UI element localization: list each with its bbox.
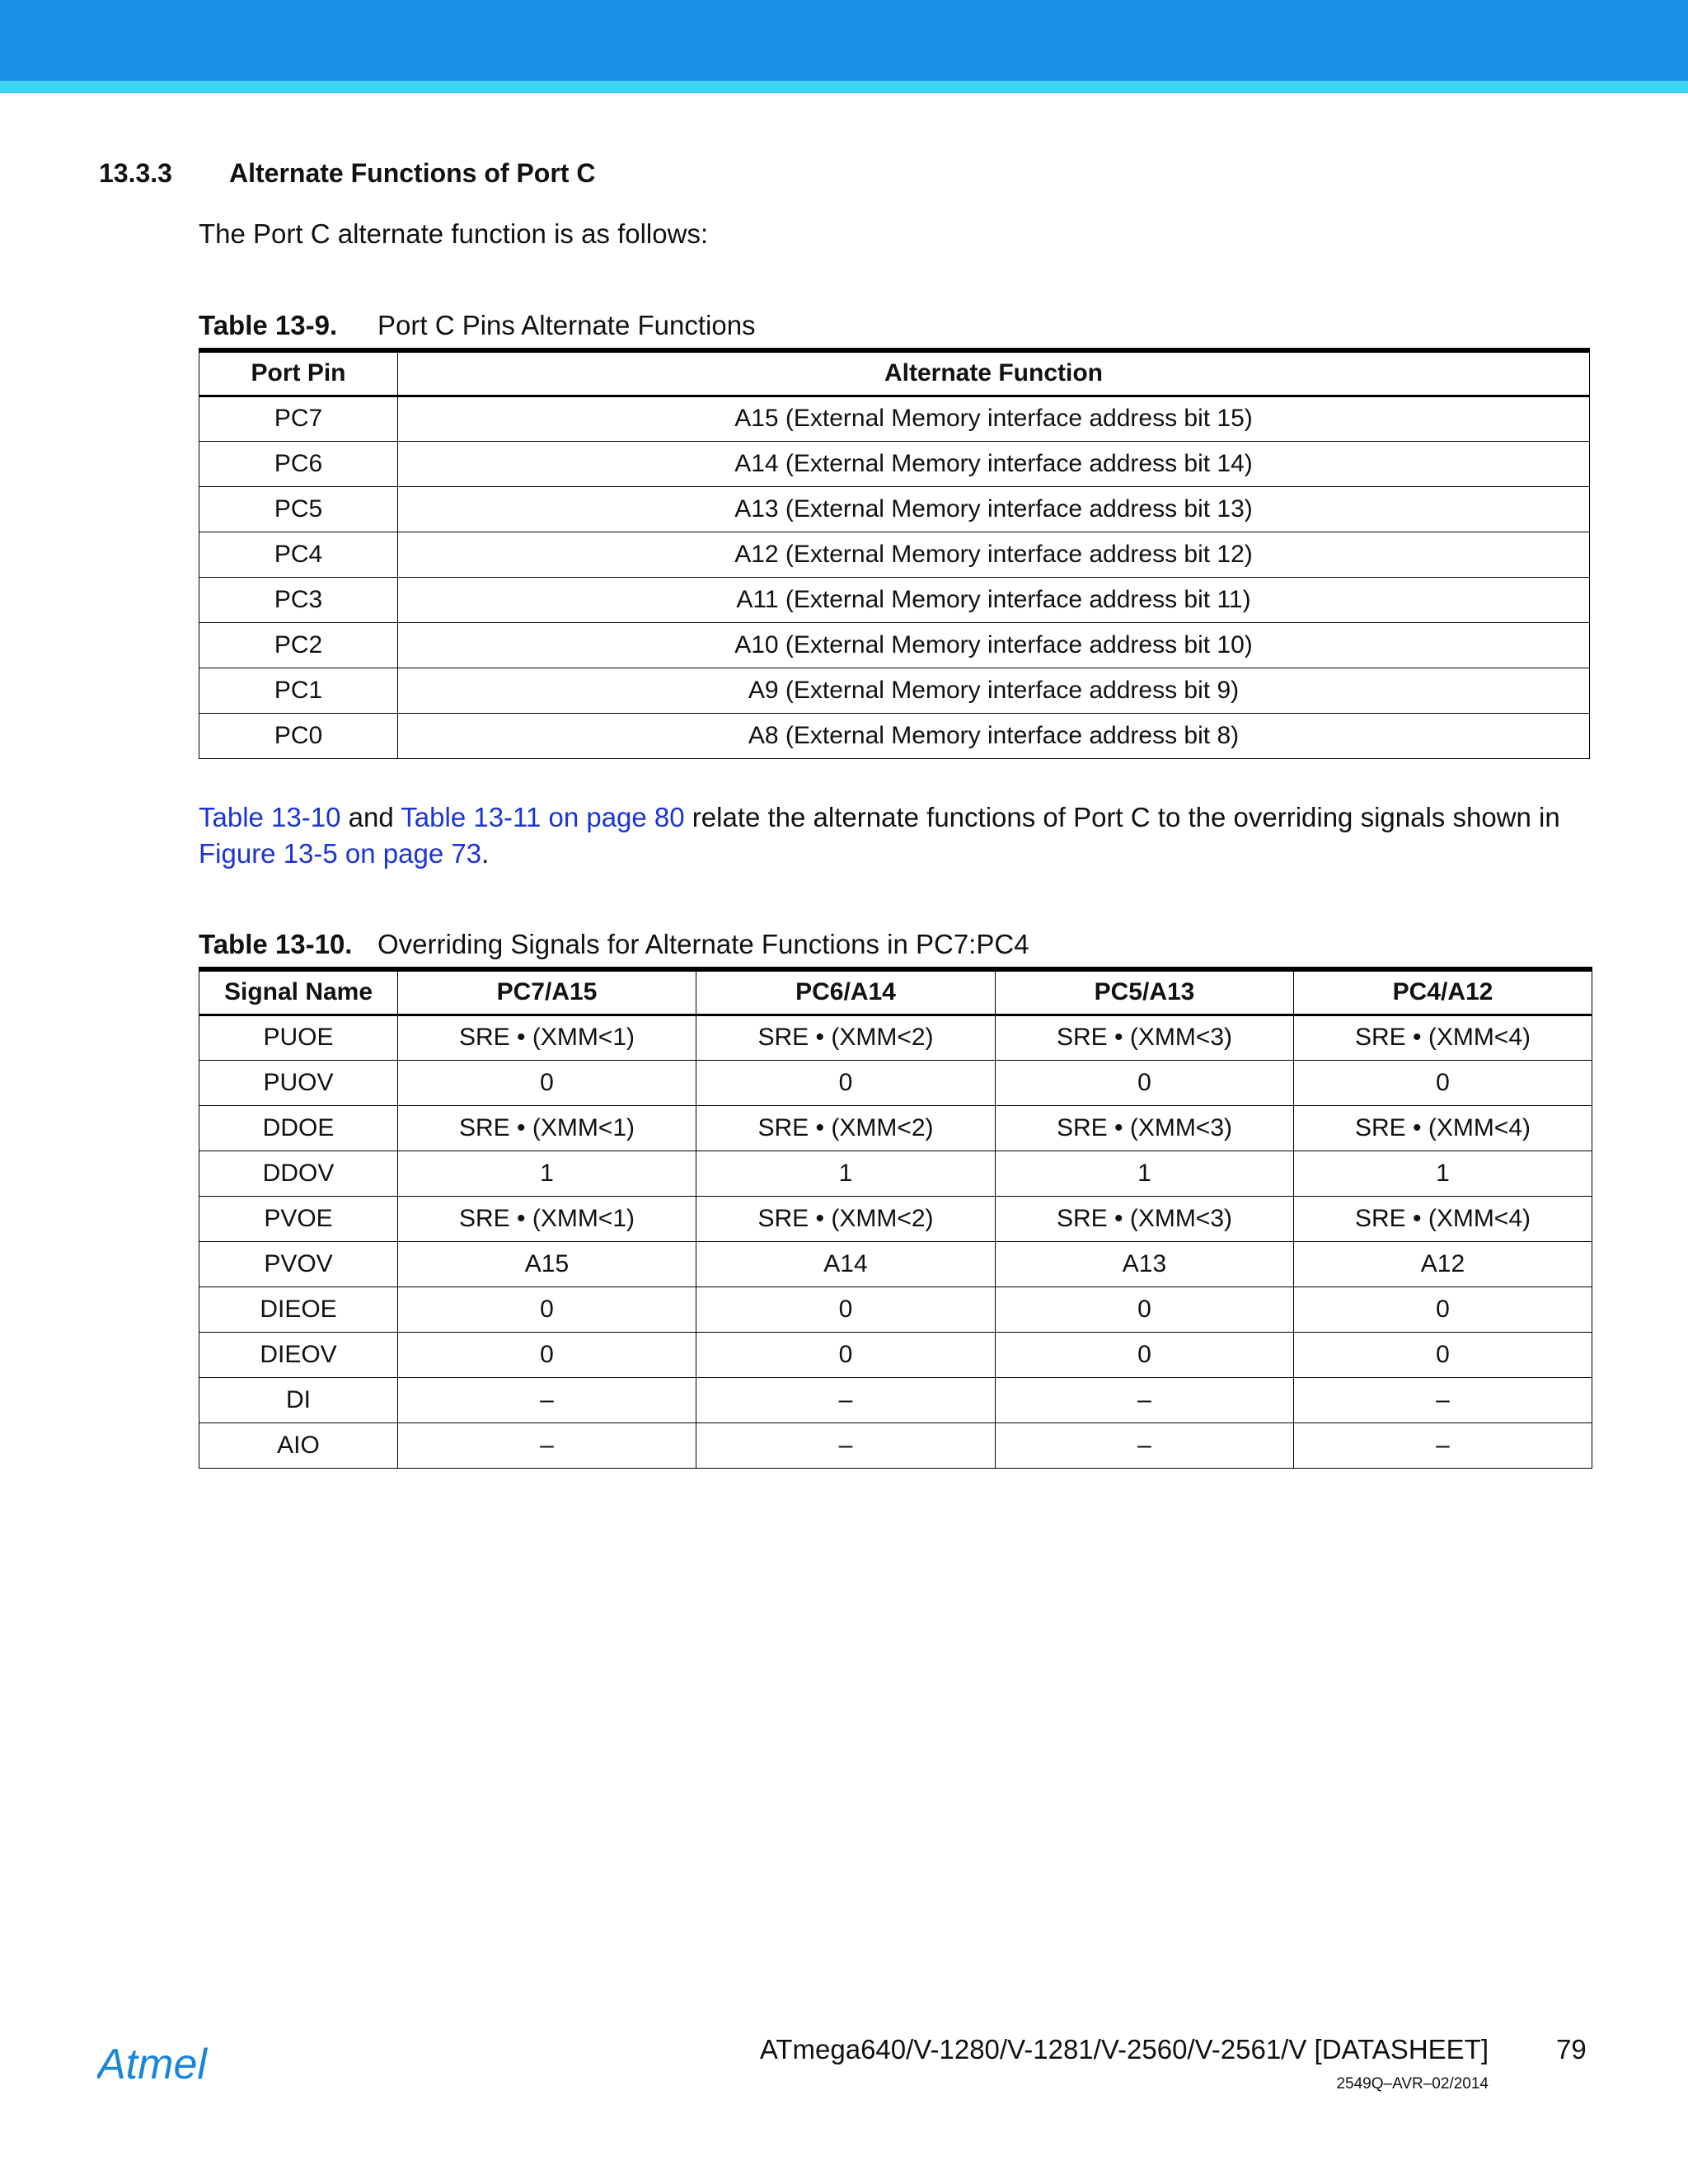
table-row — [199, 486, 1590, 532]
table-cell: PC0 — [199, 713, 398, 758]
table-row — [199, 441, 1590, 486]
table-cell: – — [398, 1377, 696, 1422]
table-cell: SRE • (XMM<3) — [996, 1196, 1294, 1241]
table-cell: DIEOV — [199, 1332, 398, 1377]
header-bar — [0, 0, 1688, 81]
table-cell: 0 — [1294, 1286, 1592, 1332]
table-cell: 0 — [696, 1332, 996, 1377]
column-header: Signal Name — [199, 969, 398, 1015]
section-heading — [99, 158, 595, 189]
table-cell: 0 — [696, 1060, 996, 1105]
table2-caption-title: Overriding Signals for Alternate Functions in PC7:PC4 — [377, 929, 1029, 959]
table2-caption-label: Table 13-10. — [199, 929, 353, 959]
table-row — [199, 1332, 1592, 1377]
intro-text: The Port C alternate function is as follows: — [199, 218, 709, 249]
table-row — [199, 577, 1590, 622]
table-row — [199, 1422, 1592, 1468]
table-cell: DIEOE — [199, 1286, 398, 1332]
table1-caption — [199, 310, 756, 341]
table-cell: SRE • (XMM<1) — [398, 1105, 696, 1151]
table-cell: – — [696, 1422, 996, 1468]
table-cell: 0 — [996, 1060, 1294, 1105]
table-cell: PVOV — [199, 1241, 398, 1286]
table-cell: – — [1294, 1422, 1592, 1468]
table1-header-row — [199, 350, 1590, 396]
xref-text: . — [481, 838, 490, 869]
table-cell: SRE • (XMM<1) — [398, 1015, 696, 1060]
table-row — [199, 1377, 1592, 1422]
table-cell: PC6 — [199, 441, 398, 486]
table-cell: A8 (External Memory interface address bit 8) — [398, 713, 1590, 758]
table-cell: A11 (External Memory interface address bit 11) — [398, 577, 1590, 622]
table-cell: 1 — [1294, 1151, 1592, 1196]
table-row — [199, 1015, 1592, 1060]
table-row — [199, 532, 1590, 577]
table-cell: A12 (External Memory interface address bit 12) — [398, 532, 1590, 577]
table-13-11-link[interactable]: Table 13-11 on page 80 — [401, 802, 685, 832]
table-cell: SRE • (XMM<2) — [696, 1015, 996, 1060]
table-cell: SRE • (XMM<2) — [696, 1196, 996, 1241]
table-cell: 0 — [398, 1286, 696, 1332]
table-cell: PC7 — [199, 396, 398, 441]
column-header: PC7/A15 — [398, 969, 696, 1015]
table1-caption-title: Port C Pins Alternate Functions — [377, 310, 756, 340]
table-cell: 1 — [696, 1151, 996, 1196]
table-row — [199, 622, 1590, 668]
table-cell: A15 (External Memory interface address bit 15) — [398, 396, 1590, 441]
atmel-logo — [97, 2041, 236, 2087]
table-row — [199, 396, 1590, 441]
port-c-pins-table — [199, 348, 1590, 759]
table-cell: A9 (External Memory interface address bit 9) — [398, 668, 1590, 713]
table-cell: SRE • (XMM<2) — [696, 1105, 996, 1151]
table-row — [199, 668, 1590, 713]
header-stripe — [0, 81, 1688, 93]
table-cell: A12 — [1294, 1241, 1592, 1286]
table-row — [199, 1241, 1592, 1286]
table1-caption-label: Table 13-9. — [199, 310, 338, 340]
table-cell: 0 — [398, 1060, 696, 1105]
table-cell: 0 — [996, 1286, 1294, 1332]
table-cell: – — [696, 1377, 996, 1422]
table-cell: SRE • (XMM<3) — [996, 1015, 1294, 1060]
section-number: 13.3.3 — [99, 158, 172, 188]
cross-reference-paragraph — [199, 799, 1592, 872]
column-header: PC5/A13 — [996, 969, 1294, 1015]
table2-header-row — [199, 969, 1592, 1015]
table-row — [199, 1286, 1592, 1332]
table-row — [199, 1060, 1592, 1105]
table-row — [199, 1105, 1592, 1151]
table-cell: – — [996, 1422, 1294, 1468]
table-cell: SRE • (XMM<4) — [1294, 1105, 1592, 1151]
table-cell: PC2 — [199, 622, 398, 668]
xref-text: and — [340, 802, 401, 832]
column-header: Alternate Function — [398, 350, 1590, 396]
table-cell: AIO — [199, 1422, 398, 1468]
table-cell: DDOV — [199, 1151, 398, 1196]
table-row — [199, 1196, 1592, 1241]
doc-code: 2549Q–AVR–02/2014 — [1336, 2075, 1489, 2093]
table-cell: PC1 — [199, 668, 398, 713]
table-row — [199, 713, 1590, 758]
table-cell: DDOE — [199, 1105, 398, 1151]
table-cell: 1 — [398, 1151, 696, 1196]
table-cell: – — [996, 1377, 1294, 1422]
table-13-10-link[interactable]: Table 13-10 — [199, 802, 341, 832]
section-title: Alternate Functions of Port C — [229, 158, 596, 188]
table-cell: DI — [199, 1377, 398, 1422]
column-header: PC6/A14 — [696, 969, 996, 1015]
table-cell: PC5 — [199, 486, 398, 532]
xref-text: relate the alternate functions of Port C to the overriding signals shown in — [684, 802, 1560, 832]
table2-caption — [199, 929, 1029, 960]
footer-doc-title: ATmega640/V-1280/V-1281/V-2560/V-2561/V [DATASHEET] — [759, 2034, 1489, 2064]
table-cell: 1 — [996, 1151, 1294, 1196]
table-cell: A14 — [696, 1241, 996, 1286]
table-cell: A15 — [398, 1241, 696, 1286]
column-header: Port Pin — [199, 350, 398, 396]
table-cell: 0 — [1294, 1060, 1592, 1105]
table-cell: PUOE — [199, 1015, 398, 1060]
page-number: 79 — [1556, 2034, 1587, 2064]
figure-13-5-link[interactable]: Figure 13-5 on page 73 — [199, 838, 482, 869]
table-cell: 0 — [1294, 1332, 1592, 1377]
logo-text: Atmel — [97, 2041, 207, 2087]
table-row — [199, 1151, 1592, 1196]
table-cell: A14 (External Memory interface address bit 14) — [398, 441, 1590, 486]
table-cell: – — [1294, 1377, 1592, 1422]
table-cell: A10 (External Memory interface address bit 10) — [398, 622, 1590, 668]
table-cell: SRE • (XMM<3) — [996, 1105, 1294, 1151]
table-cell: 0 — [696, 1286, 996, 1332]
table-cell: 0 — [996, 1332, 1294, 1377]
overriding-signals-table — [199, 967, 1592, 1469]
table-cell: – — [398, 1422, 696, 1468]
table-cell: SRE • (XMM<4) — [1294, 1196, 1592, 1241]
table-cell: SRE • (XMM<1) — [398, 1196, 696, 1241]
table-cell: SRE • (XMM<4) — [1294, 1015, 1592, 1060]
table-cell: A13 (External Memory interface address bit 13) — [398, 486, 1590, 532]
table-cell: PUOV — [199, 1060, 398, 1105]
table-cell: PVOE — [199, 1196, 398, 1241]
table-cell: 0 — [398, 1332, 696, 1377]
table-cell: A13 — [996, 1241, 1294, 1286]
column-header: PC4/A12 — [1294, 969, 1592, 1015]
table-cell: PC4 — [199, 532, 398, 577]
table-cell: PC3 — [199, 577, 398, 622]
